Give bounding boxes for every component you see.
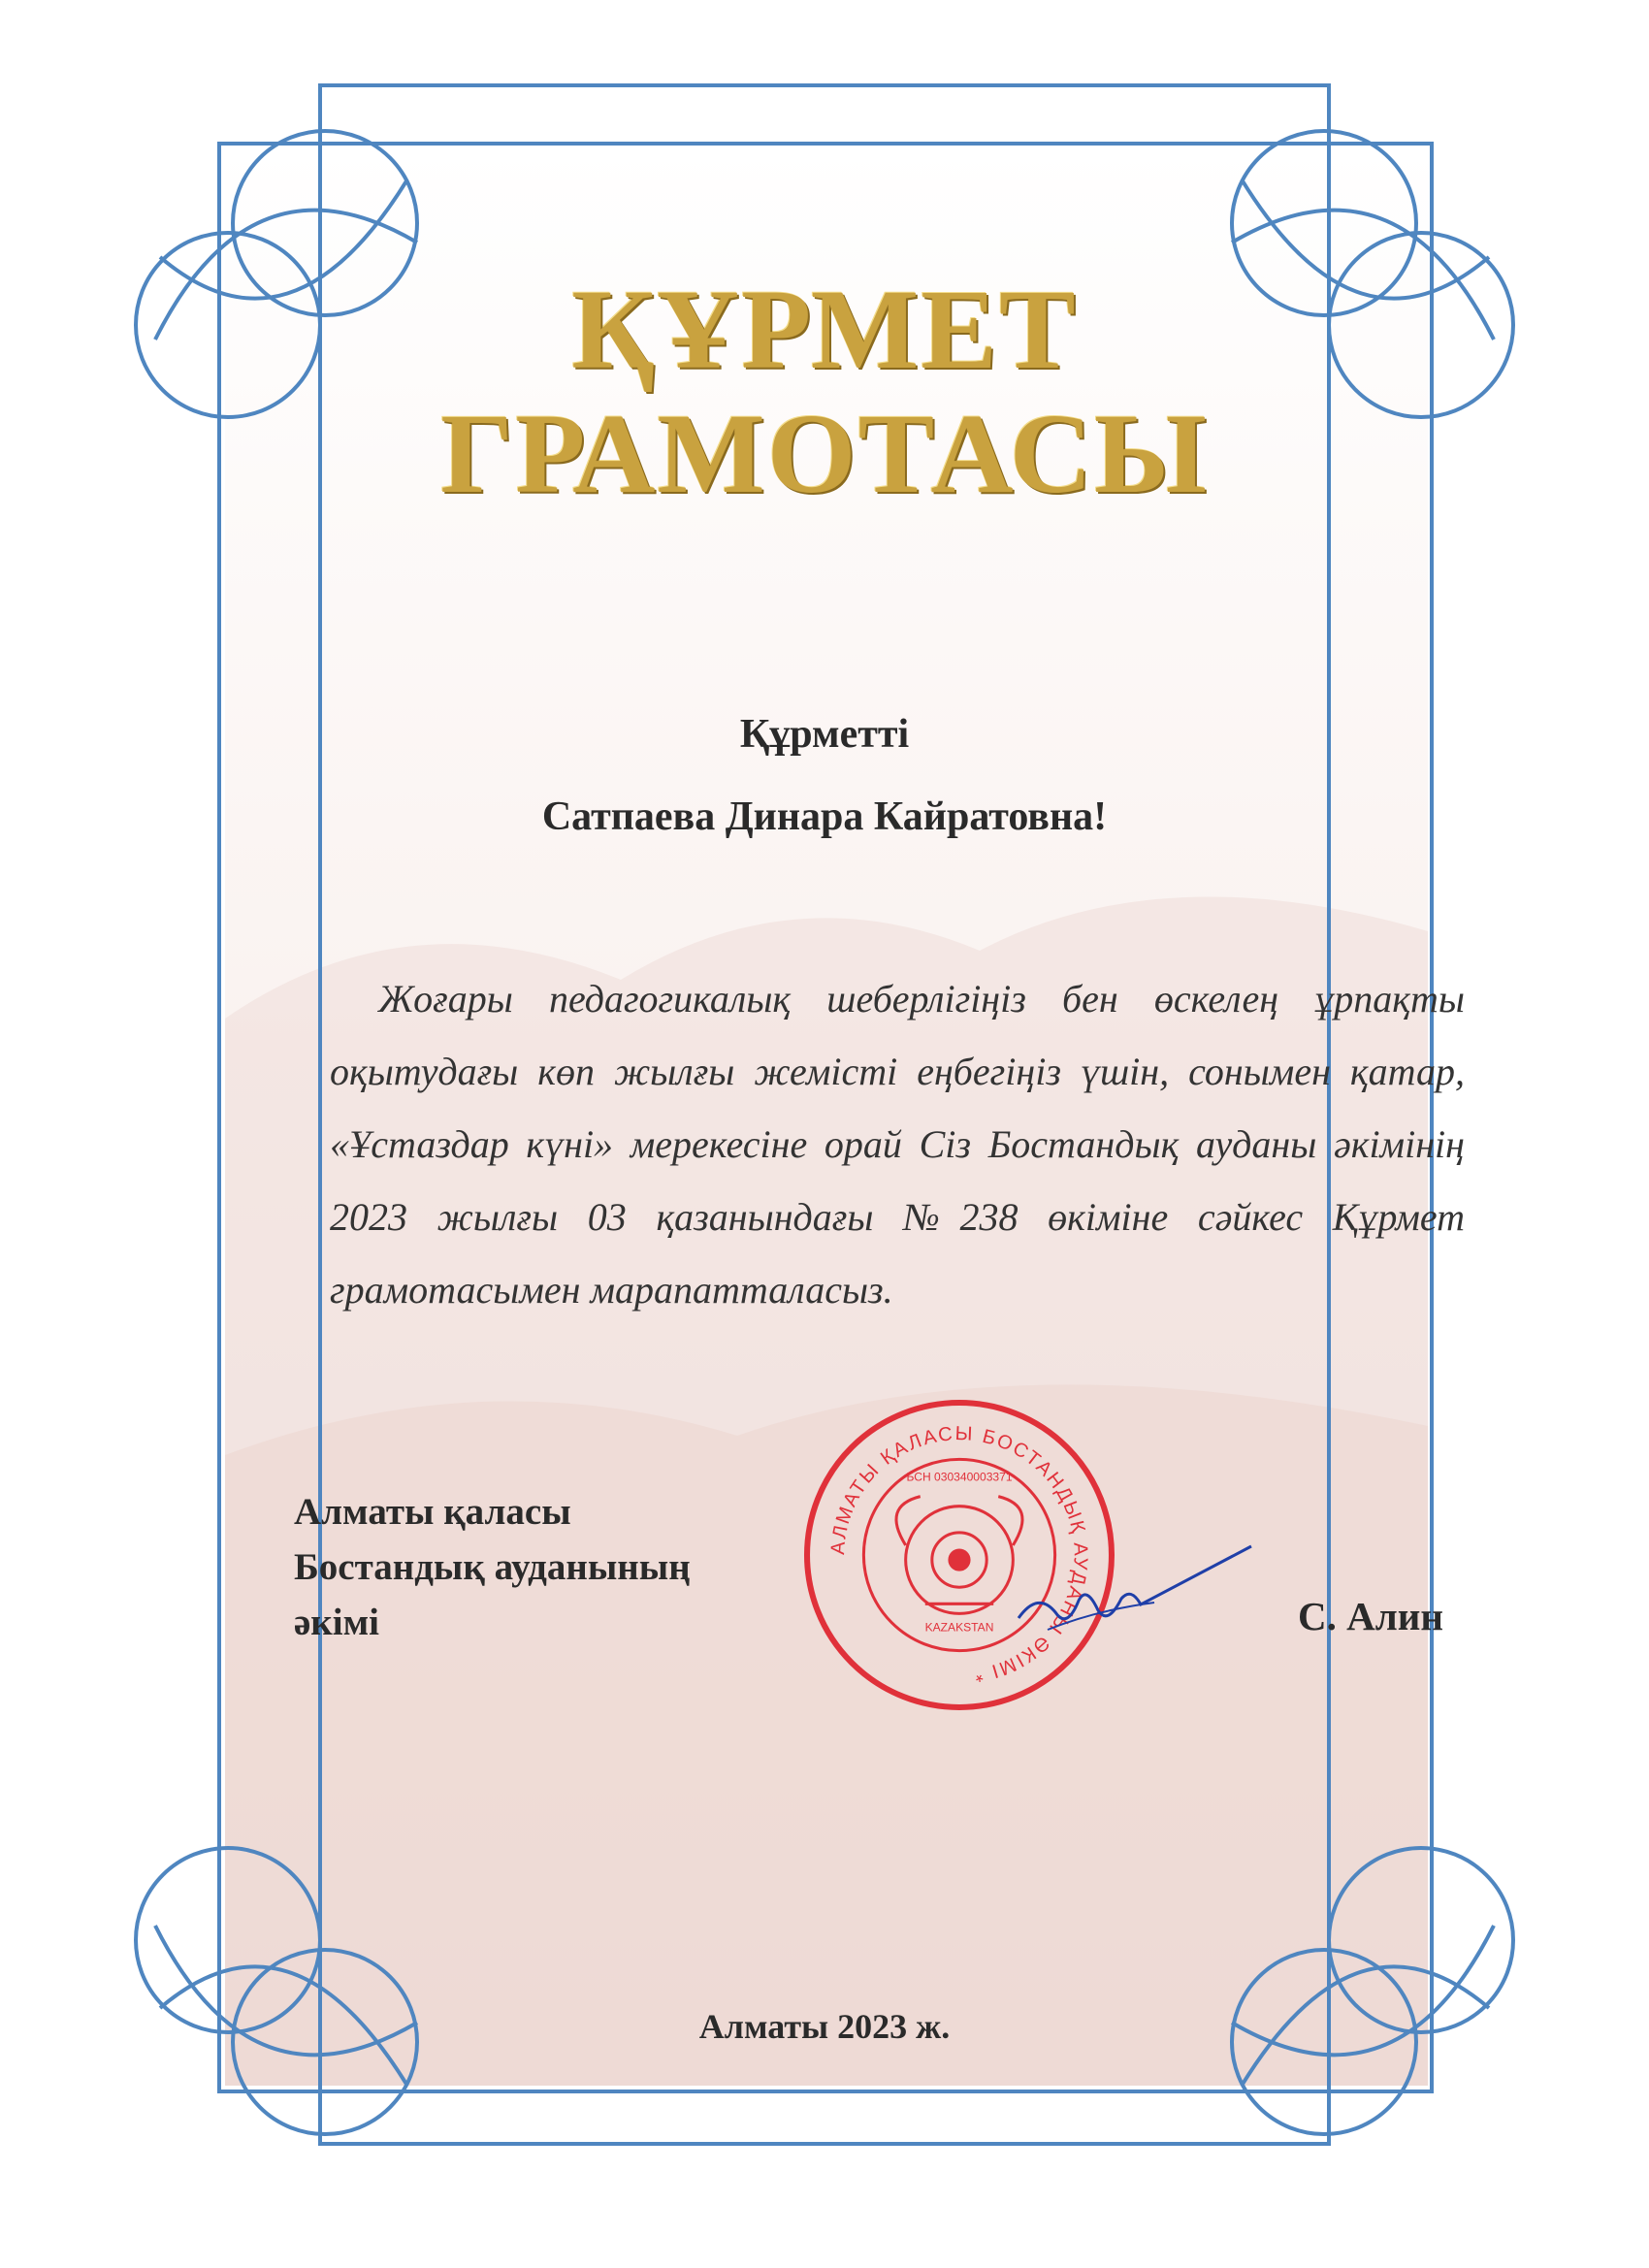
place-and-year: Алматы 2023 ж. — [698, 2007, 951, 2046]
certificate-title-line1: ҚҰРМЕТ — [571, 266, 1078, 393]
signatory-line-1: Алматы қаласы — [294, 1491, 571, 1533]
greeting-salutation: Құрметті — [739, 712, 910, 757]
svg-text:АЛМАТЫ ҚАЛАСЫ БОСТАНДЫҚ АУДАНЫ: АЛМАТЫ ҚАЛАСЫ БОСТАНДЫҚ АУДАНЫ ӘКІМІ * — [827, 1422, 1091, 1686]
svg-text:БСН 030340003371: БСН 030340003371 — [906, 1470, 1013, 1484]
award-text: Жоғары педагогикалық шеберлігіңіз бен өскелең ұрпақты оқытудағы көп жылғы жемісті еңбегіңіз үшін, сонымен қатар, «Ұстаздар күні» мерекесіне орай Сіз Бостандық ауданы әкімінің 2023 жылғы 03 қазанындағы №238 өкіміне сәйкес Құрмет грамотасымен марапатталасыз. — [330, 977, 1465, 1312]
certificate-title-line2: ГРАМОТАСЫ — [440, 390, 1209, 517]
signatory-line-3: әкімі — [294, 1602, 380, 1643]
recipient-name: Сатпаева Динара Кайратовна! — [541, 794, 1108, 839]
svg-text:KAZAKSTAN: KAZAKSTAN — [924, 1620, 994, 1635]
handwritten-signature — [1009, 1542, 1261, 1649]
signer-name: С. Алин — [1298, 1594, 1443, 1638]
signatory-line-2: Бостандық ауданының — [294, 1546, 691, 1588]
seal-emblem-icon — [896, 1497, 1022, 1614]
signatory-title — [294, 1484, 691, 1650]
